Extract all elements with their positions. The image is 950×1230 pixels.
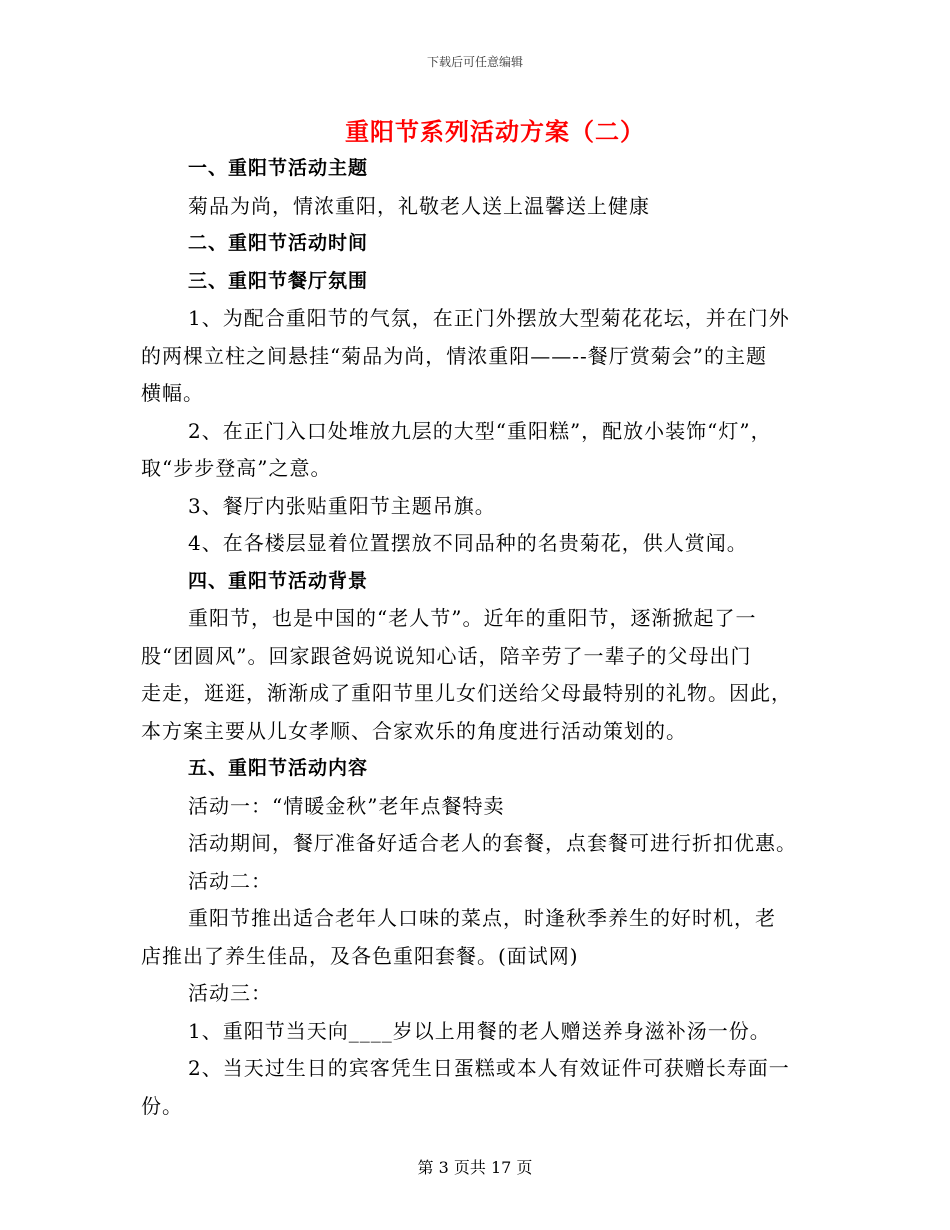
paragraph-line: 股“团圆风”。回家跟爸妈说说知心话，陪辛劳了一辈子的父母出门 [141, 643, 752, 668]
paragraph-line: 3、餐厅内张贴重阳节主题吊旗。 [188, 493, 496, 518]
page-footer: 第 3 页共 17 页 [417, 1158, 533, 1177]
paragraph-line: 2、在正门入口处堆放九层的大型“重阳糕”，配放小装饰“灯”， [188, 418, 772, 443]
document-title: 重阳节系列活动方案（二） [345, 117, 645, 146]
paragraph-line: 4、在各楼层显着位置摆放不同品种的名贵菊花，供人赏闻。 [188, 531, 748, 555]
paragraph-line: 走走，逛逛，渐渐成了重阳节里儿女们送给父母最特别的礼物。因此， [141, 681, 792, 705]
paragraph-line: 横幅。 [141, 381, 204, 405]
paragraph-line: 本方案主要从儿女孝顺、合家欢乐的角度进行活动策划的。 [141, 718, 687, 743]
paragraph-line: 菊品为尚，情浓重阳，礼敬老人送上温馨送上健康 [188, 193, 650, 218]
paragraph-line: 活动二： [188, 868, 272, 893]
paragraph-line: 2、当天过生日的宾客凭生日蛋糕或本人有效证件可获赠长寿面一 [188, 1056, 790, 1080]
paragraph-line: 的两棵立柱之间悬挂“菊品为尚，情浓重阳——--餐厅赏菊会”的主题 [141, 343, 767, 368]
paragraph-line: 店推出了养生佳品，及各色重阳套餐。(面试网) [141, 943, 579, 968]
paragraph-line: 份。 [141, 1093, 183, 1118]
paragraph-line: 活动一：“情暖金秋”老年点餐特卖 [188, 793, 505, 818]
paragraph-line: 1、重阳节当天向____岁以上用餐的老人赠送养身滋补汤一份。 [188, 1018, 771, 1043]
section-heading-atmosphere: 三、重阳节餐厅氛围 [188, 269, 369, 292]
paragraph-line: 重阳节推出适合老年人口味的菜点，时逢秋季养生的好时机，老 [188, 906, 776, 930]
document-body [141, 150, 821, 1125]
paragraph-line: 1、为配合重阳节的气氛，在正门外摆放大型菊花花坛，并在门外 [188, 306, 790, 330]
paragraph-line: 重阳节，也是中国的“老人节”。近年的重阳节，逐渐掀起了一 [188, 606, 757, 630]
section-heading-content: 五、重阳节活动内容 [188, 757, 369, 779]
paragraph-line: 取“步步登高”之意。 [141, 456, 332, 480]
section-heading-background: 四、重阳节活动背景 [188, 569, 369, 592]
paragraph-line: 活动期间，餐厅准备好适合老人的套餐，点套餐可进行折扣优惠。 [188, 831, 797, 855]
section-heading-theme: 一、重阳节活动主题 [188, 157, 369, 179]
paragraph-line: 活动三： [188, 981, 272, 1005]
header-note: 下载后可任意编辑 [426, 55, 523, 69]
section-heading-time: 二、重阳节活动时间 [188, 232, 369, 254]
